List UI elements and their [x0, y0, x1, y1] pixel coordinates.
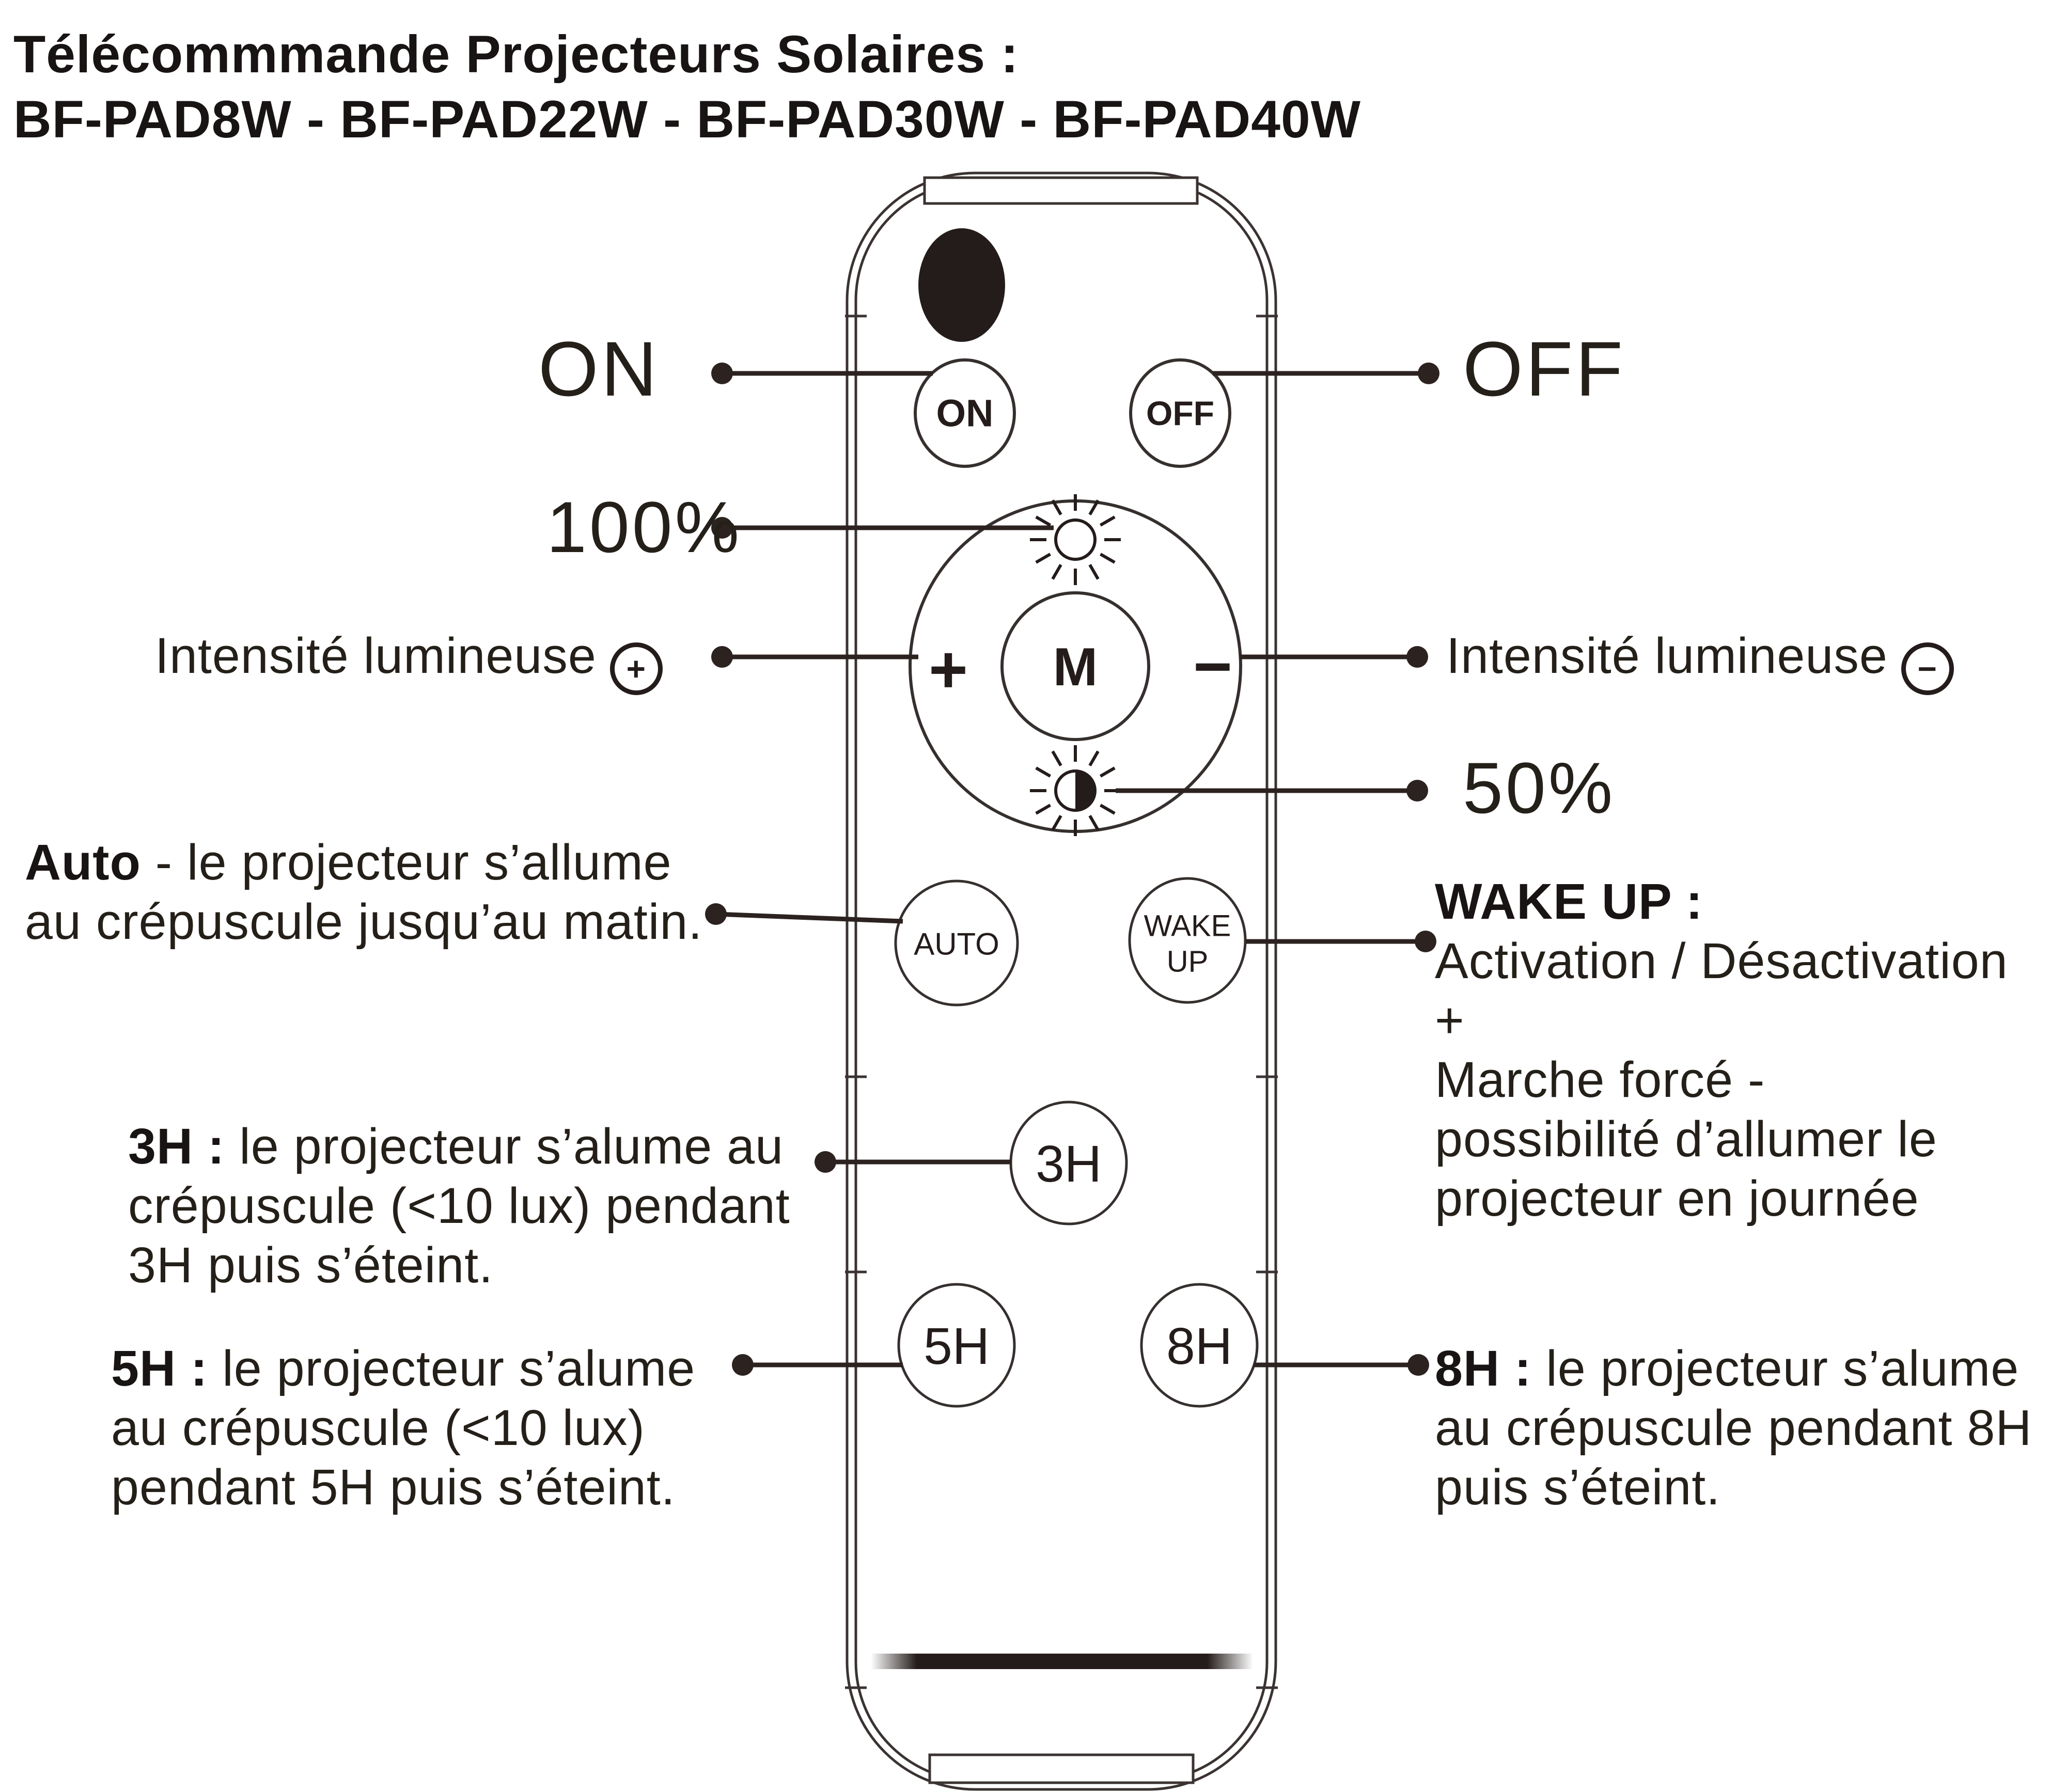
minus-symbol: − [1917, 650, 1937, 687]
auto-button-label: AUTO [914, 926, 999, 962]
timer-3h-label: 3H [1036, 1135, 1102, 1193]
timer-3h-note-line1: 3H : le projecteur s’alume au [128, 1118, 784, 1174]
auto-note [25, 832, 702, 951]
timer-8h-note-bold: 8H : [1435, 1340, 1532, 1396]
timer-5h-button[interactable] [899, 1284, 1014, 1406]
wake-up-note [1435, 872, 2008, 1228]
timer-5h-label: 5H [924, 1317, 990, 1375]
pct-100-annotation: 100% [546, 486, 742, 568]
timer-5h-note-line3: pendant 5H puis s’éteint. [111, 1459, 676, 1515]
rail-ticks [845, 316, 1278, 1688]
timer-8h-note-line3: puis s’éteint. [1435, 1459, 1721, 1515]
off-button-label: OFF [1146, 394, 1214, 432]
dial-minus-button[interactable]: − [1193, 628, 1232, 704]
bottom-notch [930, 1755, 1193, 1783]
wake-up-note-line: Activation / Désactivation [1435, 933, 2008, 989]
ir-emitter-icon [918, 228, 1005, 342]
intensity-plus-text: Intensité lumineuse [155, 627, 597, 684]
leader-off [1213, 363, 1439, 384]
wake-up-note-line: possibilité d’allumer le [1435, 1111, 1937, 1167]
timer-8h-note-line2: au crépuscule pendant 8H [1435, 1400, 2032, 1456]
timer-3h-note-bold: 3H : [128, 1118, 225, 1174]
auto-note-bold: Auto [25, 834, 141, 890]
intensity-minus-annotation [1446, 626, 1954, 695]
title-line2: BF-PAD8W - BF-PAD22W - BF-PAD30W - BF-PAD40W [13, 90, 1361, 149]
timer-5h-note-line2: au crépuscule (<10 lux) [111, 1400, 645, 1456]
page-title [13, 22, 1361, 152]
timer-3h-note-line3: 3H puis s’éteint. [128, 1237, 494, 1293]
brightness-100-icon[interactable] [1030, 494, 1121, 585]
intensity-plus-annotation [155, 626, 663, 695]
wake-up-note-line: + [1435, 992, 1465, 1048]
wake-up-button[interactable] [1130, 878, 1245, 1002]
on-button[interactable] [915, 360, 1014, 466]
timer-8h-note-line1: 8H : le projecteur s’alume [1435, 1340, 2020, 1396]
timer-8h-note [1435, 1339, 2032, 1517]
auto-button[interactable] [896, 881, 1018, 1005]
pct-50-annotation: 50% [1463, 747, 1616, 828]
timer-8h-label: 8H [1166, 1317, 1232, 1375]
leader-3h [815, 1151, 1011, 1173]
leader-50 [1116, 780, 1428, 801]
timer-3h-note [128, 1117, 790, 1295]
on-annotation: ON [538, 325, 660, 412]
top-notch [925, 178, 1197, 203]
minus-circle-icon [1901, 642, 1954, 695]
wake-up-note-line: Marche forcé - [1435, 1051, 1765, 1108]
wake-up-button-label1: WAKE [1144, 909, 1231, 943]
leader-auto [705, 903, 903, 925]
timer-3h-note-line2: crépuscule (<10 lux) pendant [128, 1177, 790, 1234]
off-button[interactable] [1131, 360, 1230, 466]
wake-up-note-title: WAKE UP : [1435, 873, 1703, 930]
leader-intensity-plus [711, 646, 918, 668]
plus-symbol: + [626, 650, 646, 687]
plus-circle-icon [610, 642, 663, 695]
auto-note-line1: Auto - le projecteur s’allume [25, 834, 672, 890]
wake-up-note-line: projecteur en journée [1435, 1170, 1919, 1227]
timer-3h-button[interactable] [1011, 1102, 1126, 1224]
timer-8h-button[interactable] [1141, 1284, 1257, 1406]
dial-plus-button[interactable]: + [929, 632, 968, 707]
brightness-50-icon[interactable] [1030, 745, 1121, 836]
bottom-accent-bar [871, 1654, 1253, 1669]
auto-note-line2: au crépuscule jusqu’au matin. [25, 893, 703, 950]
timer-5h-note-line1: 5H : le projecteur s’alume [111, 1340, 696, 1396]
timer-5h-note-bold: 5H : [111, 1340, 208, 1396]
leader-wake-up [1246, 931, 1436, 952]
leader-5h [732, 1354, 903, 1376]
mode-button-label: M [1053, 637, 1098, 697]
on-button-label: ON [936, 391, 994, 435]
intensity-minus-text: Intensité lumineuse [1446, 627, 1888, 684]
leader-100 [711, 517, 1054, 539]
wake-up-button-label2: UP [1166, 945, 1209, 979]
leader-on [711, 363, 933, 384]
title-line1: Télécommmande Projecteurs Solaires : [13, 25, 1019, 84]
leader-8h [1254, 1354, 1429, 1376]
off-annotation: OFF [1463, 325, 1625, 412]
timer-5h-note [111, 1339, 695, 1517]
